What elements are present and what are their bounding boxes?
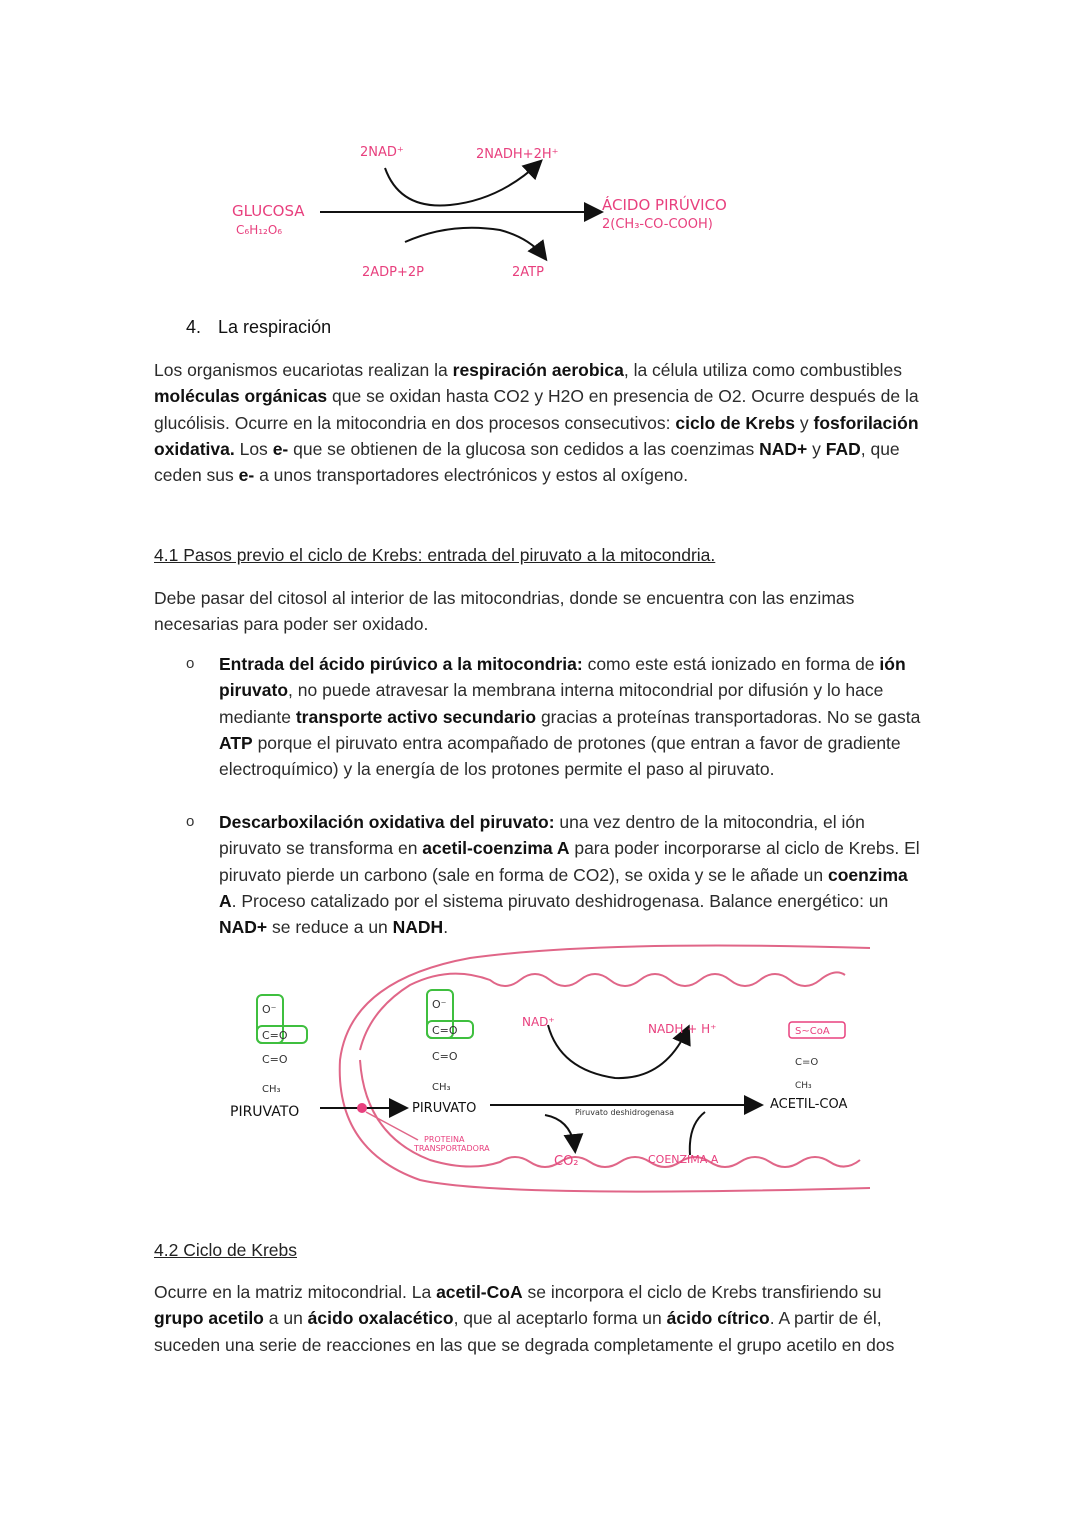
section-title: La respiración (218, 317, 332, 337)
text-run: como este está ionizado en forma de (582, 654, 880, 674)
o-minus-mid: O⁻ (432, 998, 447, 1011)
bold-run: ATP (219, 732, 253, 753)
bold-run: acetil-coenzima A (422, 838, 570, 859)
c-o-mid-1: C=O (432, 1024, 458, 1037)
text-run: que se oxidan hasta CO2 y H2O en presencia de O2. Ocurre después de la glucólisis. Ocurre en la mitocondria en dos procesos consecutivos: (154, 386, 919, 433)
text-run: , que al aceptarlo forma un (453, 1308, 667, 1329)
text-run: y (795, 412, 814, 433)
bold-run: Entrada del ácido pirúvico a la mitocondria: (219, 654, 583, 674)
adp-label: 2ADP+2P (362, 265, 425, 280)
bold-run: fosforilación oxidativa. (154, 412, 919, 459)
nad-label-2: NAD⁺ (522, 1015, 555, 1029)
glucosa-label: GLUCOSA (232, 202, 305, 220)
glycolysis-diagram (0, 130, 1080, 300)
bold-run: NAD+ (219, 917, 268, 938)
bold-run: transporte activo secundario (295, 706, 537, 727)
text-run: . Proceso catalizado por el sistema piruvato deshidrogenasa. Balance energético: un (231, 890, 889, 911)
transportadora-label: TRANSPORTADORA (414, 1144, 490, 1153)
text-run: una vez dentro de la mitocondria, el ión piruvato se transforma en (219, 812, 865, 859)
ch3-right: CH₃ (795, 1081, 812, 1091)
text-run: , no puede atravesar la membrana interna mitocondrial por difusión y lo hace mediante (219, 680, 884, 727)
c-o-right: C=O (795, 1057, 819, 1068)
bold-run: respiración aerobica (452, 360, 624, 380)
text-run: Ocurre en la matriz mitocondrial. La (154, 1282, 437, 1302)
bullet-item-entrada (219, 651, 939, 782)
respiracion-paragraph (154, 357, 934, 488)
piruvico-label: ÁCIDO PIRÚVICO (602, 196, 727, 214)
text-run: a unos transportadores electrónicos y estos al oxígeno. (254, 465, 689, 486)
krebs-paragraph (154, 1279, 924, 1358)
bold-run: e- (272, 438, 289, 459)
scoa-label: S~CoA (795, 1026, 830, 1037)
bullet-marker-2: o (186, 813, 195, 830)
co2-label: CO₂ (554, 1154, 579, 1169)
text-run: , la célula utiliza como combustibles (623, 360, 903, 380)
atp-label: 2ATP (512, 265, 544, 280)
text-run: se reduce a un (267, 917, 393, 938)
coenzima-label: COENZIMA A (648, 1153, 719, 1166)
text-run: a un (263, 1308, 308, 1329)
adp-curve-arrow (405, 228, 545, 258)
nadh-label: 2NADH+2H⁺ (476, 147, 559, 162)
nad-label: 2NAD⁺ (360, 145, 404, 160)
bullet-item-descarboxilacion (219, 809, 929, 940)
bold-run: NADH (392, 917, 444, 938)
bullet-marker-1: o (186, 655, 195, 672)
co2-arrow (545, 1115, 575, 1150)
section-4-1-intro: Debe pasar del citosol al interior de las mitocondrias, donde se encuentra con las enzimas necesarias para poder ser oxidado. (154, 588, 855, 635)
o-minus-left: O⁻ (262, 1003, 277, 1016)
piruvato-mid-label: PIRUVATO (412, 1101, 477, 1116)
bold-run: moléculas orgánicas (154, 386, 328, 407)
ch3-mid: CH₃ (432, 1082, 451, 1093)
text-run: porque el piruvato entra acompañado de protones (que entran a favor de gradiente electroquímico) y la energía de los protones permite el paso al piruvato. (219, 732, 901, 780)
bold-run: ácido oxalacético (307, 1308, 454, 1329)
bold-run: ácido cítrico (666, 1308, 770, 1329)
text-run: y (807, 438, 826, 459)
bold-run: NAD+ (759, 438, 808, 459)
text-run: Los organismos eucariotas realizan la (154, 360, 453, 380)
bold-run: grupo acetilo (154, 1308, 264, 1329)
proteina-label: PROTEINA (424, 1135, 465, 1144)
text-run: . (443, 917, 449, 938)
text-run: que se obtienen de la glucosa son cedidos a las coenzimas (288, 438, 760, 459)
c-o-left-1: C=O (262, 1029, 288, 1042)
text-run: . A partir de él, suceden una serie de reacciones en las que se degrada completamente el grupo acetilo en dos (154, 1308, 895, 1355)
section-number: 4. (186, 317, 202, 337)
coenzima-arrow (690, 1112, 705, 1155)
text-run: , que ceden sus (154, 438, 900, 486)
acetil-coa-label: ACETIL-COA (770, 1097, 848, 1112)
piruvato-left-label: PIRUVATO (230, 1104, 300, 1120)
section-4-1-title: 4.1 Pasos previo el ciclo de Krebs: entrada del piruvato a la mitocondria. (154, 545, 716, 565)
piruvico-formula: 2(CH₃-CO-COOH) (602, 217, 713, 232)
glucosa-formula: C₆H₁₂O₆ (236, 223, 283, 237)
bold-run: Descarboxilación oxidativa del piruvato: (219, 812, 555, 832)
bold-run: ión piruvato (219, 654, 906, 701)
bold-run: ciclo de Krebs (675, 412, 796, 433)
text-run: gracias a proteínas transportadoras. No se gasta (536, 706, 921, 727)
bold-run: FAD (825, 438, 861, 459)
ch3-left: CH₃ (262, 1084, 281, 1095)
section-4-2-title: 4.2 Ciclo de Krebs (154, 1240, 297, 1260)
text-run: Los (234, 438, 273, 459)
nadh-label-2: NADH + H⁺ (648, 1022, 717, 1036)
bold-run: coenzima A (219, 864, 908, 911)
c-o-left-2: C=O (262, 1053, 288, 1066)
text-run: se incorpora el ciclo de Krebs transfiriendo su (522, 1282, 882, 1302)
bold-run: e- (238, 465, 255, 486)
section-4-heading (186, 317, 331, 338)
text-run: para poder incorporarse al ciclo de Krebs. El piruvato pierde un carbono (sale en forma de CO2), se oxida y se le añade un (219, 838, 920, 885)
c-o-mid-2: C=O (432, 1050, 458, 1063)
nad-curve-arrow (385, 162, 540, 206)
mitochondria-diagram (0, 940, 1080, 1210)
transporter-protein-dot (357, 1103, 367, 1113)
bold-run: acetil-CoA (436, 1282, 523, 1302)
enzyme-label: Piruvato deshidrogenasa (575, 1108, 675, 1117)
